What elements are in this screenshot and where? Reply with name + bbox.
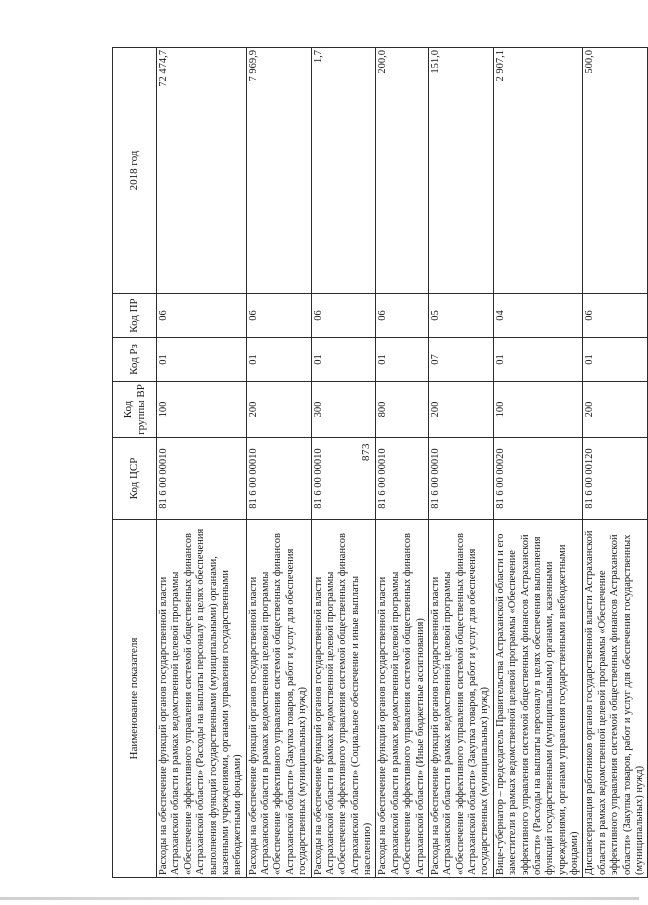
header-csr: Код ЦСР — [113, 438, 157, 520]
row-pr: 06 — [311, 294, 376, 338]
row-csr: 81 6 00 00020 — [493, 438, 583, 520]
row-name: Расходы на обеспечение функций органов государственной власти Астраханской области в рамках ведомственной целевой программы «Обеспечение эффективного управления системой общественных финансов Астраханской области» (Расходы на выплаты персоналу в целях обеспечения выполнения функций государственными (муниципальными) органами, казенными учреждениями, органами управления государственными внебюджетными фондами) — [157, 520, 247, 878]
row-vr: 200 — [428, 382, 493, 438]
row-rz: 01 — [311, 338, 376, 382]
row-csr: 81 6 00 00010 — [246, 438, 311, 520]
row-rz: 01 — [157, 338, 247, 382]
row-rz: 01 — [583, 338, 648, 382]
table-row — [311, 48, 376, 878]
table-row — [246, 48, 311, 878]
row-csr: 81 6 00 00120 — [583, 438, 648, 520]
row-name: Вице-губернатор – председатель Правительства Астраханской области и его заместители в рамках ведомственной целевой программы «Обеспечение эффективного управления системой общественных финансов Астраханской области» (Расходы на выплаты персоналу в целях обеспечения выполнения функций государственными (муниципальными) органами, казенными учреждениями, органами управления государственными внебюджетными фондами) — [493, 520, 583, 878]
table-row — [583, 48, 648, 878]
row-rz: 01 — [376, 338, 429, 382]
row-amount: 1,7 — [311, 48, 376, 294]
row-csr: 81 6 00 00010 — [157, 438, 247, 520]
row-pr: 06 — [246, 294, 311, 338]
row-amount: 7 969,9 — [246, 48, 311, 294]
header-rz: Код Рз — [113, 338, 157, 382]
table-row — [493, 48, 583, 878]
header-name: Наименование показателя — [113, 520, 157, 878]
row-vr: 300 — [311, 382, 376, 438]
row-name: Расходы на обеспечение функций органов государственной власти Астраханской области в рамках ведомственной целевой программы «Обеспечение эффективного управления системой общественных финансов Астраханской области» (Закупка товаров, работ и услуг для обеспечения государственных (муниципальных) нужд) — [246, 520, 311, 878]
row-rz: 07 — [428, 338, 493, 382]
row-name: Расходы на обеспечение функций органов государственной власти Астраханской области в рамках ведомственной целевой программы «Обеспечение эффективного управления системой общественных финансов Астраханской области» (Закупка товаров, работ и услуг для обеспечения государственных (муниципальных) нужд) — [428, 520, 493, 878]
row-name: Диспансеризация работников органов государственной власти Астраханской области в рамках ведомственной целевой программы «Обеспечение эффективного управления системой общественных финансов Астраханской области» (Закупка товаров, работ и услуг для обеспечения государственных (муниципальных) нужд) — [583, 520, 648, 878]
row-vr: 200 — [583, 382, 648, 438]
row-rz: 01 — [493, 338, 583, 382]
budget-table — [112, 47, 648, 878]
row-vr: 800 — [376, 382, 429, 438]
row-pr: 05 — [428, 294, 493, 338]
row-name: Расходы на обеспечение функций органов государственной власти Астраханской области в рамках ведомственной целевой программы «Обеспечение эффективного управления системой общественных финансов Астраханской области» (Иные бюджетные ассигнования) — [376, 520, 429, 878]
row-pr: 04 — [493, 294, 583, 338]
row-pr: 06 — [583, 294, 648, 338]
row-csr: 81 6 00 00010 — [376, 438, 429, 520]
row-rz: 01 — [246, 338, 311, 382]
table-row — [157, 48, 247, 878]
row-vr: 100 — [157, 382, 247, 438]
row-csr: 81 6 00 00010 — [428, 438, 493, 520]
row-amount: 500,0 — [583, 48, 648, 294]
table-row — [428, 48, 493, 878]
table-row — [376, 48, 429, 878]
row-amount: 200,0 — [376, 48, 429, 294]
row-amount: 2 907,1 — [493, 48, 583, 294]
row-vr: 100 — [493, 382, 583, 438]
row-amount: 72 474,7 — [157, 48, 247, 294]
header-vr: Код группы ВР — [113, 382, 157, 438]
row-pr: 06 — [157, 294, 247, 338]
row-vr: 200 — [246, 382, 311, 438]
row-pr: 06 — [376, 294, 429, 338]
row-amount: 151,0 — [428, 48, 493, 294]
row-name: Расходы на обеспечение функций органов государственной власти Астраханской области в рамках ведомственной целевой программы «Обеспечение эффективного управления системой общественных финансов Астраханской области» (Социальное обеспечение и иные выплаты населению) — [311, 520, 376, 878]
header-year: 2018 год — [113, 48, 157, 294]
row-csr: 81 6 00 00010 — [311, 438, 376, 520]
scan-edge-divider — [0, 897, 639, 900]
header-pr: Код ПР — [113, 294, 157, 338]
page-number: 873 — [360, 443, 372, 461]
table-header-row — [113, 48, 157, 878]
budget-table-container — [112, 48, 645, 878]
